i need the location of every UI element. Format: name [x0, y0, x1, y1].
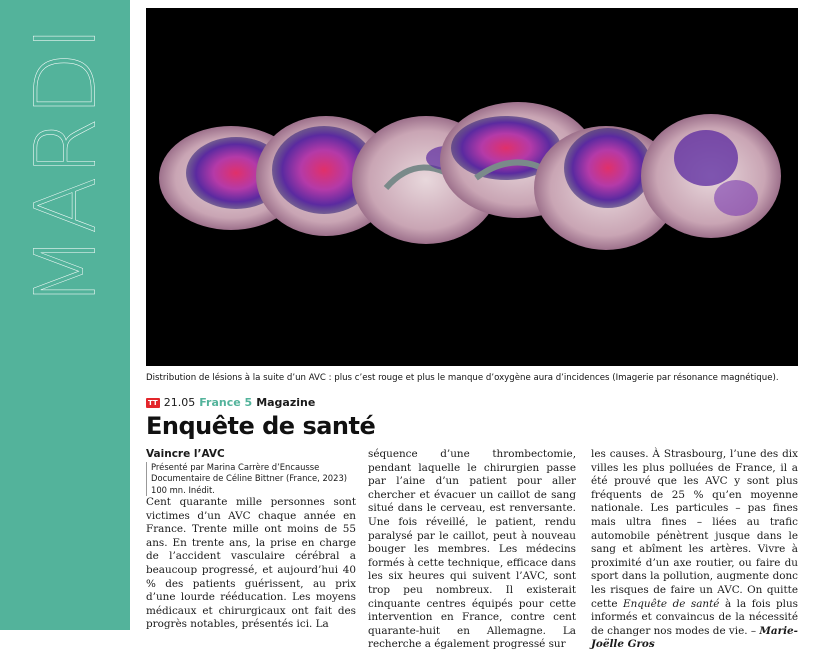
day-label: MARDI	[16, 24, 115, 308]
program-title-mention: Enquête de santé	[622, 597, 720, 610]
program-listing	[146, 396, 315, 409]
brain-mri-photo	[146, 8, 798, 366]
article-column-1	[146, 448, 356, 632]
article-author: Marie-Joëlle Gros	[591, 624, 798, 651]
brain-slice-6	[641, 114, 781, 238]
article-text-3: les causes. À Strasbourg, l’une des dix villes les plus polluées de France, il a été prouvé que les AVC y sont plus fréquents de 25 % qu’en moyenne nationale. Les particules – pas fines mais ultra fines – liées au trafic automobile pénètrent jusque dans le sang et abîment les artères. Vivre à proximité d’un axe routier, ou faire du sport dans la pollution, augmente donc les risques de faire un AVC. On quitte cette Enquête de santé à la fois plus informés et convaincus de la nécessité de changer nos modes de vie. – Marie-Joëlle Gros	[591, 448, 798, 651]
channel-name: France 5	[199, 396, 253, 409]
program-title: Enquête de santé	[146, 412, 376, 440]
article-column-3	[591, 448, 798, 652]
credit-duration: 100 mn. Inédit.	[146, 485, 356, 497]
article-column-2	[368, 448, 576, 652]
day-sidebar	[0, 0, 130, 630]
article-text-1: Cent quarante mille personnes sont victimes d’un AVC chaque année en France. Trente mille ont moins de 55 ans. En trente ans, la prise en charge de l’accident vasculaire cérébral a beaucoup progressé, et aujourd’hui 40 % des patients guérissent, au prix d’une lourde rééducation. Les moyens médicaux et chirurgicaux ont fait des progrès notables, présentés ici. La	[146, 496, 356, 631]
photo-caption: Distribution de lésions à la suite d’un AVC : plus c’est rouge et plus le manque d’oxygène aura d’incidences (Imagerie par résonance magnétique).	[146, 373, 779, 383]
broadcast-time: 21.05	[163, 396, 196, 409]
credit-director: Documentaire de Céline Bittner (France, 2023)	[146, 473, 356, 485]
rating-badge: TT	[148, 398, 158, 407]
program-genre: Magazine	[256, 396, 316, 409]
credit-presenter: Présenté par Marina Carrère d’Encausse	[146, 462, 356, 474]
article-text-2: séquence d’une thrombectomie, pendant laquelle le chirurgien passe par l’aine d’un patient pour aller chercher et évacuer un caillot de sang situé dans le cerveau, est renversante. Une fois réveillé, le patient, rendu paralysé par le caillot, peut à nouveau bouger les membres. Les médecins formés à cette technique, efficace dans les six heures qui suivent l’AVC, sont trop peu nombreux. Il existerait cinquante centres équipés pour cette intervention en France, contre cent quarante-huit en Allemagne. La recherche a également progressé sur	[368, 448, 576, 651]
episode-subtitle: Vaincre l’AVC	[146, 448, 225, 460]
